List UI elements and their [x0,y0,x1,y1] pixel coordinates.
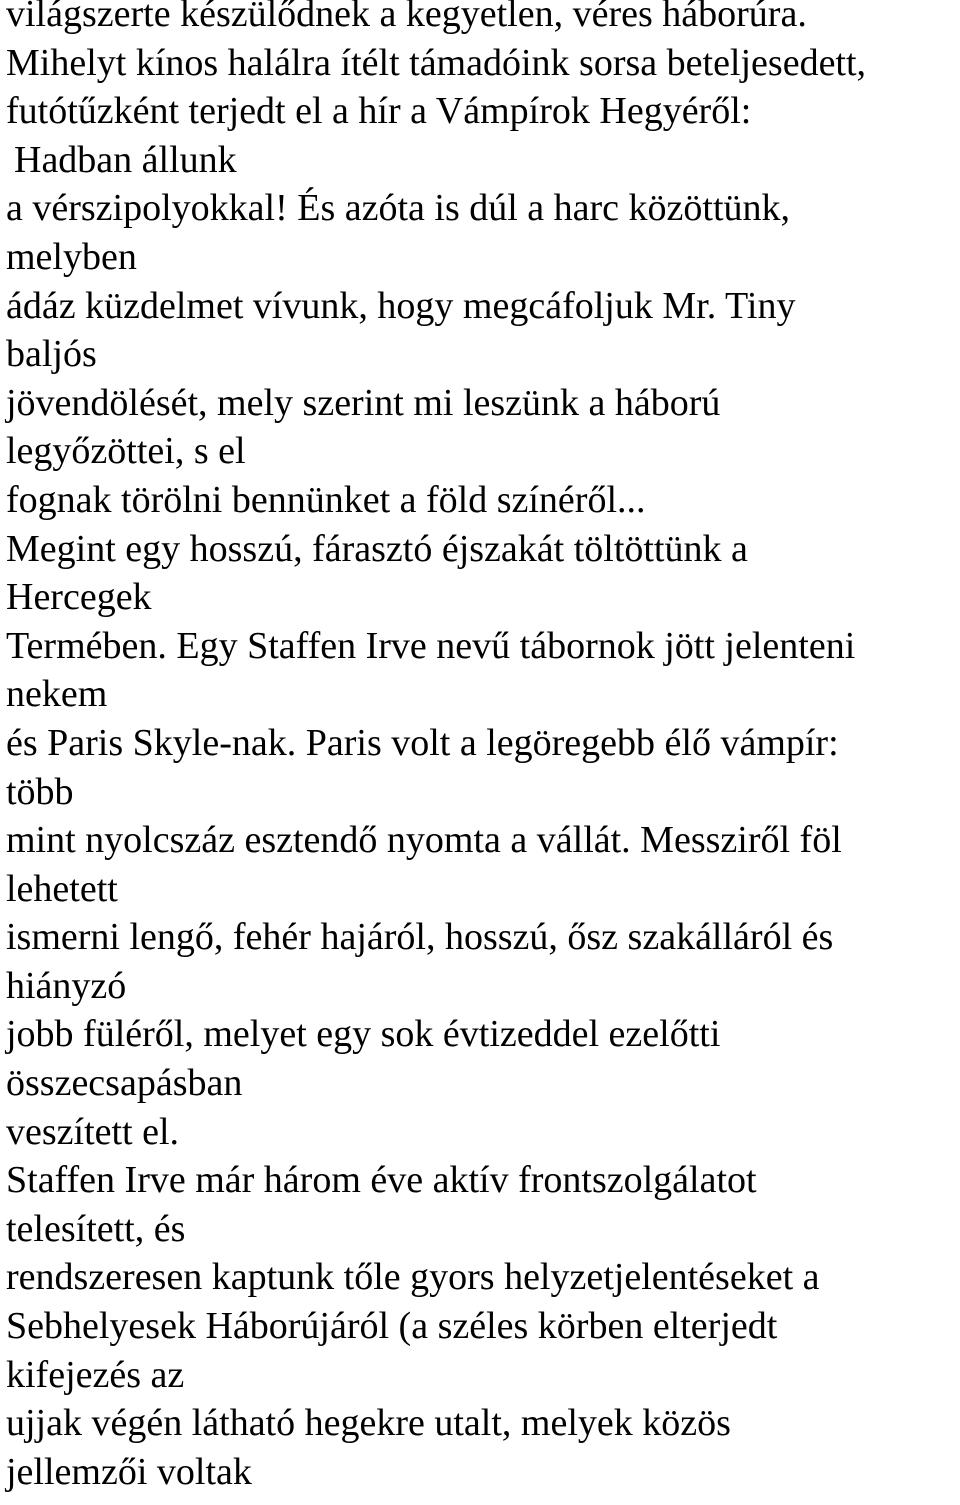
text-line: és Paris Skyle-nak. Paris volt a legöregebb élő vámpír: [6,721,839,764]
text-line: ádáz küzdelmet vívunk, hogy megcáfoljuk Mr. Tiny [6,284,796,327]
text-line: veszített el. [6,1110,180,1153]
text-line: lehetett [6,867,118,910]
text-line: kifejezés az [6,1353,185,1396]
text-line: mint nyolcszáz esztendő nyomta a vállát. Messziről föl [6,819,842,862]
text-line: melyben [6,235,137,278]
text-line: összecsapásban [6,1062,243,1105]
text-line: Hadban állunk [14,138,237,181]
text-line: több [6,770,74,813]
text-line: jellemzői voltak [6,1450,252,1493]
text-line: ujjak végén látható hegekre utalt, melyek közös [6,1402,731,1445]
text-line: Staffen Irve már három éve aktív frontszolgálatot [6,1159,757,1202]
text-line: Sebhelyesek Háborújáról (a széles körben elterjedt [6,1305,778,1348]
text-line: legyőzöttei, s el [6,430,246,473]
text-line: rendszeresen kaptunk tőle gyors helyzetjelentéseket a [6,1256,820,1299]
text-line: ismerni lengő, fehér hajáról, hosszú, ősz szakálláról és [6,916,834,959]
text-line: futótűzként terjedt el a hír a Vámpírok Hegyéről: [6,90,752,133]
text-line: Hercegek [6,576,152,619]
text-line: nekem [6,673,108,716]
text-line: jövendölését, mely szerint mi leszünk a háború [6,381,721,424]
text-line: Megint egy hosszú, fárasztó éjszakát töltöttünk a [6,527,748,570]
document-text-body [6,0,956,1496]
text-line: világszerte készülődnek a kegyetlen, véres háborúra. [6,0,807,35]
text-line: a vérszipolyokkal! És azóta is dúl a harc közöttünk, [6,187,791,230]
text-line: baljós [6,333,97,376]
text-line: Termében. Egy Staffen Irve nevű tábornok jött jelenteni [6,624,856,667]
text-line: Mihelyt kínos halálra ítélt támadóink sorsa beteljesedett, [6,41,867,84]
text-line: hiányzó [6,964,127,1007]
text-line: jobb füléről, melyet egy sok évtizeddel ezelőtti [6,1013,721,1056]
text-line: fognak törölni bennünket a föld színéről... [6,478,646,521]
text-line: telesített, és [6,1207,186,1250]
